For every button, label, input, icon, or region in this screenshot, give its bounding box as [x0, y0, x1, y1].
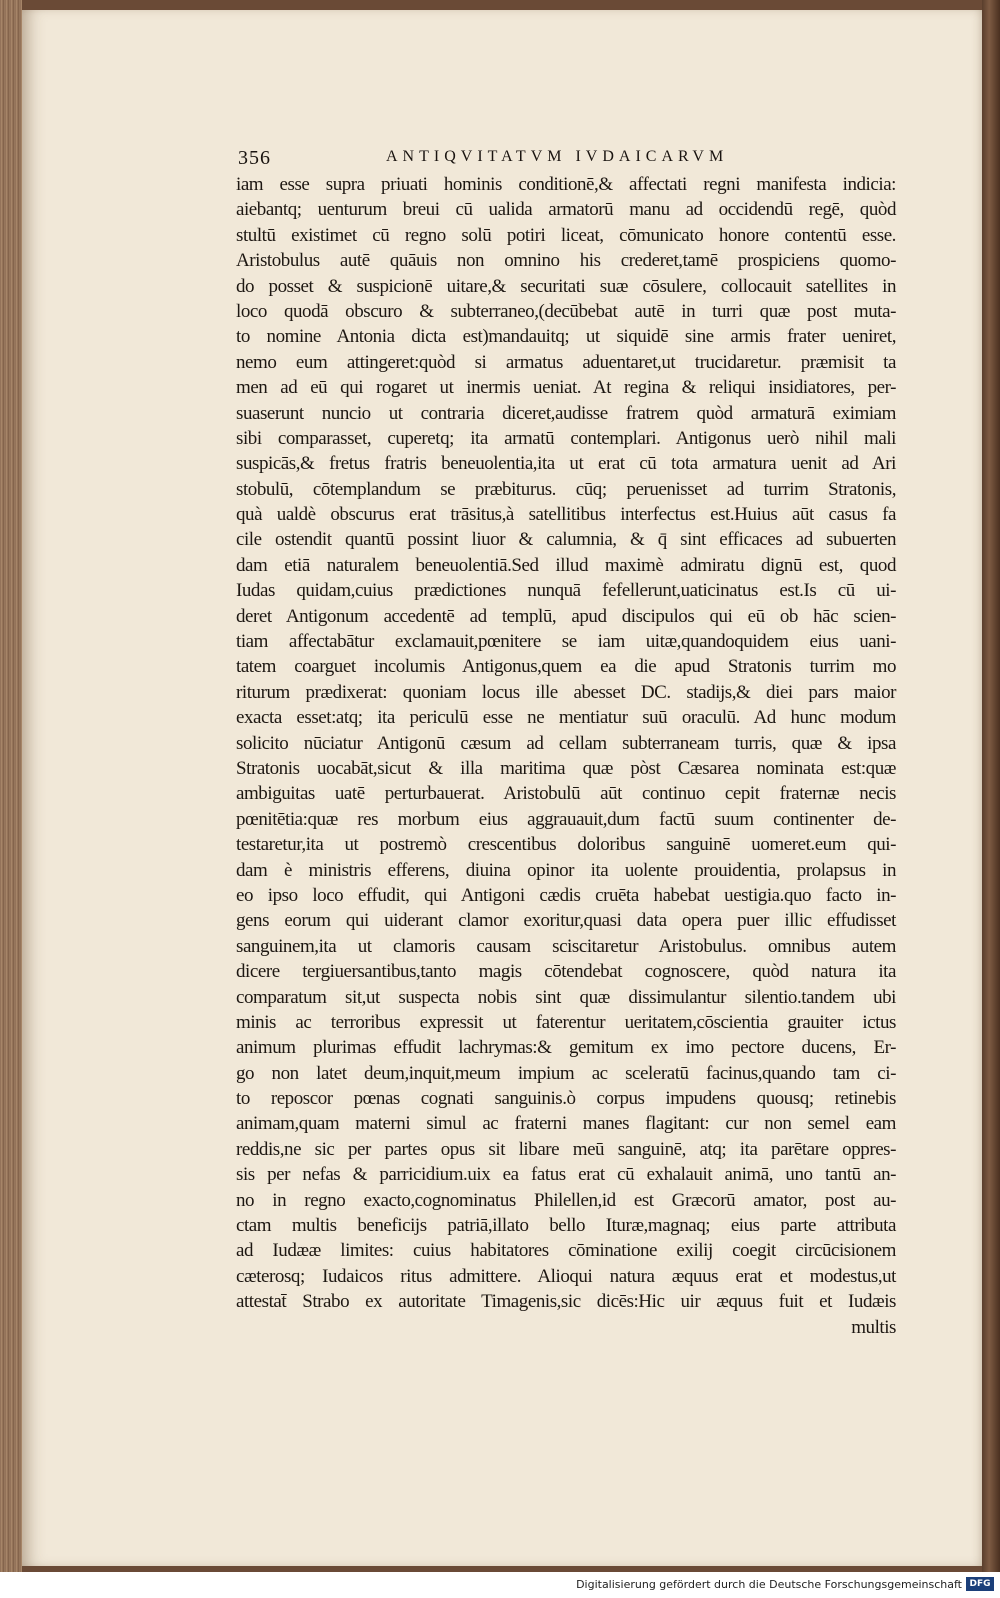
text-line: deret Antigonum accedentē ad templū, apud discipulos qui eū ob hāc scien- — [236, 605, 896, 627]
text-line: cile ostendit quantū possint liuor & calumnia, & q̄ sint efficaces ad subuerten — [236, 529, 896, 551]
text-line: exacta esset:atq; ita periculū esse ne mentiatur suū oraculū. Ad hunc modum — [236, 707, 896, 729]
text-line: loco quodā obscuro & subterraneo,(decūbebat autē in turri quæ post muta- — [236, 300, 896, 322]
text-line: suspicās,& fretus fratris beneuolentia,ita ut erat cū tota armatura uenit ad Ari — [236, 453, 896, 475]
text-line: eo ipso loco effudit, qui Antigoni cædis cruēta habebat uestigia.quo facto in- — [236, 884, 896, 906]
text-line: sis per nefas & parricidium.uix ea fatus erat cū exhalauit animā, uno tantū an- — [236, 1164, 896, 1186]
page-header — [238, 147, 898, 173]
text-line: animam,quam materni simul ac fraterni manes flagitant: cur non semel eam — [236, 1113, 896, 1135]
text-line: dam è ministris efferens, diuina opinor ita uolente prouidentia, prolapsus in — [236, 859, 896, 881]
text-line: tatem coarguet incolumis Antigonus,quem ea die apud Stratonis turrim mo — [236, 656, 896, 678]
text-line: to reposcor pœnas cognati sanguinis.ò corpus impudens quousq; retinebis — [236, 1088, 896, 1110]
text-line: dam etiā naturalem beneuolentiā.Sed illud maximè admiratu dignū est, quod — [236, 554, 896, 576]
text-line: Stratonis uocabāt,sicut & illa maritima quæ pòst Cæsarea nominata est:quæ — [236, 757, 896, 779]
text-line: animum plurimas effudit lachrymas:& gemitum ex imo pectore ducens, Er- — [236, 1037, 896, 1059]
text-line: dicere tergiuersantibus,tanto magis cōtendebat cognoscere, quòd natura ita — [236, 961, 896, 983]
text-line: comparatum sit,ut suspecta nobis sint quæ dissimulantur silentio.tandem ubi — [236, 986, 896, 1008]
text-line: no in regno exacto,cognominatus Philellen,id est Græcorū amator, post au- — [236, 1189, 896, 1211]
text-line: testaretur,ita ut postremò crescentibus doloribus sanguinē uomeret.eum qui- — [236, 834, 896, 856]
text-line: nemo eum attingeret:quòd si armatus aduentaret,ut trucidaretur. præmisit ta — [236, 351, 896, 373]
running-head: ANTIQVITATVM IVDAICARVM — [386, 148, 729, 165]
text-line: riturum prædixerat: quoniam locus ille abesset DC. stadijs,& diei pars maior — [236, 681, 896, 703]
text-line: ambiguitas uatē perturbauerat. Aristobulū aūt continuo cepit fraternæ necis — [236, 783, 896, 805]
book-right-edge — [982, 0, 1000, 1572]
text-line: aiebantq; uenturum breui cū ualida armatorū manu ad occidendū regē, quòd — [236, 199, 896, 221]
text-line: ctam multis beneficijs patriā,illato bello Ituræ,magnaq; eius parte attributa — [236, 1215, 896, 1237]
text-line: stobulū, cōtemplandum se præbiturus. cūq; peruenisset ad turrim Stratonis, — [236, 478, 896, 500]
page-number: 356 — [238, 147, 271, 169]
text-line: tiam affectabātur exclamauit,pœnitere se iam uitæ,quandoquidem eius uani- — [236, 631, 896, 653]
text-line: iam esse supra priuati hominis conditionē,& affectati regni manifesta indicia: — [236, 174, 896, 195]
text-line: men ad eū qui rogaret ut inermis ueniat. At regina & reliqui insidiatores, per- — [236, 377, 896, 399]
text-line: to nomine Antonia dicta est)mandauitq; ut siquidē sine armis frater ueniret, — [236, 326, 896, 348]
text-line: Aristobulus autē quāuis non omnino his crederet,tamē prospiciens quomo- — [236, 250, 896, 272]
text-line: suaserunt nuncio ut contraria diceret,audisse fratrem quòd armaturā eximiam — [236, 402, 896, 424]
text-line: sibi comparasset, cuperetq; ita armatū contemplari. Antigonus uerò nihil mali — [236, 427, 896, 449]
text-line: sanguinem,ita ut clamoris causam sciscitaretur Aristobulus. omnibus autem — [236, 935, 896, 957]
footer — [0, 1572, 1000, 1598]
book-page-edges — [0, 0, 22, 1572]
text-line: ad Iudææ limites: cuius habitatores cōminatione exilij coegit circūcisionem — [236, 1240, 896, 1262]
text-line: go non latet deum,inquit,meum impium ac sceleratū facinus,quando tam ci- — [236, 1062, 896, 1084]
text-line: attestat̄ Strabo ex autoritate Timagenis,sic dicēs:Hic uir æquus fuit et Iudæis — [236, 1291, 896, 1313]
text-line: Iudas quidam,cuius prædictiones nunquā fefellerunt,uaticinatus est.Is cū ui- — [236, 580, 896, 602]
text-line: quà ualdè obscurus erat trāsitus,à satellitibus interfectus est.Huius aūt casus fa — [236, 504, 896, 526]
text-line: reddis,ne sic per partes opus sit libare meū sanguinē, atq; ita parētare oppres- — [236, 1138, 896, 1160]
text-line: do posset & suspicionē uitare,& securitati suæ cōsulere, collocauit satellites in — [236, 275, 896, 297]
text-line: solicito nūciatur Antigonū cæsum ad cellam subterraneam turris, quæ & ipsa — [236, 732, 896, 754]
text-line: pœnitētia:quæ res morbum eius aggrauauit,dum factū suum continenter de- — [236, 808, 896, 830]
text-line: minis ac terroribus expressit ut faterentur ueritatem,cōscientia grauiter ictus — [236, 1011, 896, 1033]
footer-credit: Digitalisierung gefördert durch die Deutsche Forschungsgemeinschaft — [576, 1578, 962, 1591]
dfg-logo: DFG — [966, 1577, 994, 1591]
text-line: gens eorum qui uiderant clamor exoritur,quasi data opera puer illic effudisset — [236, 910, 896, 932]
text-line: cæterosq; Iudaicos ritus admittere. Alioqui natura æquus erat et modestus,ut — [236, 1265, 896, 1287]
text-line: stultū existimet cū regno solū potiri liceat, cōmunicato honore contentū esse. — [236, 224, 896, 246]
catchword: multis — [851, 1316, 896, 1338]
body-text — [236, 172, 896, 1340]
